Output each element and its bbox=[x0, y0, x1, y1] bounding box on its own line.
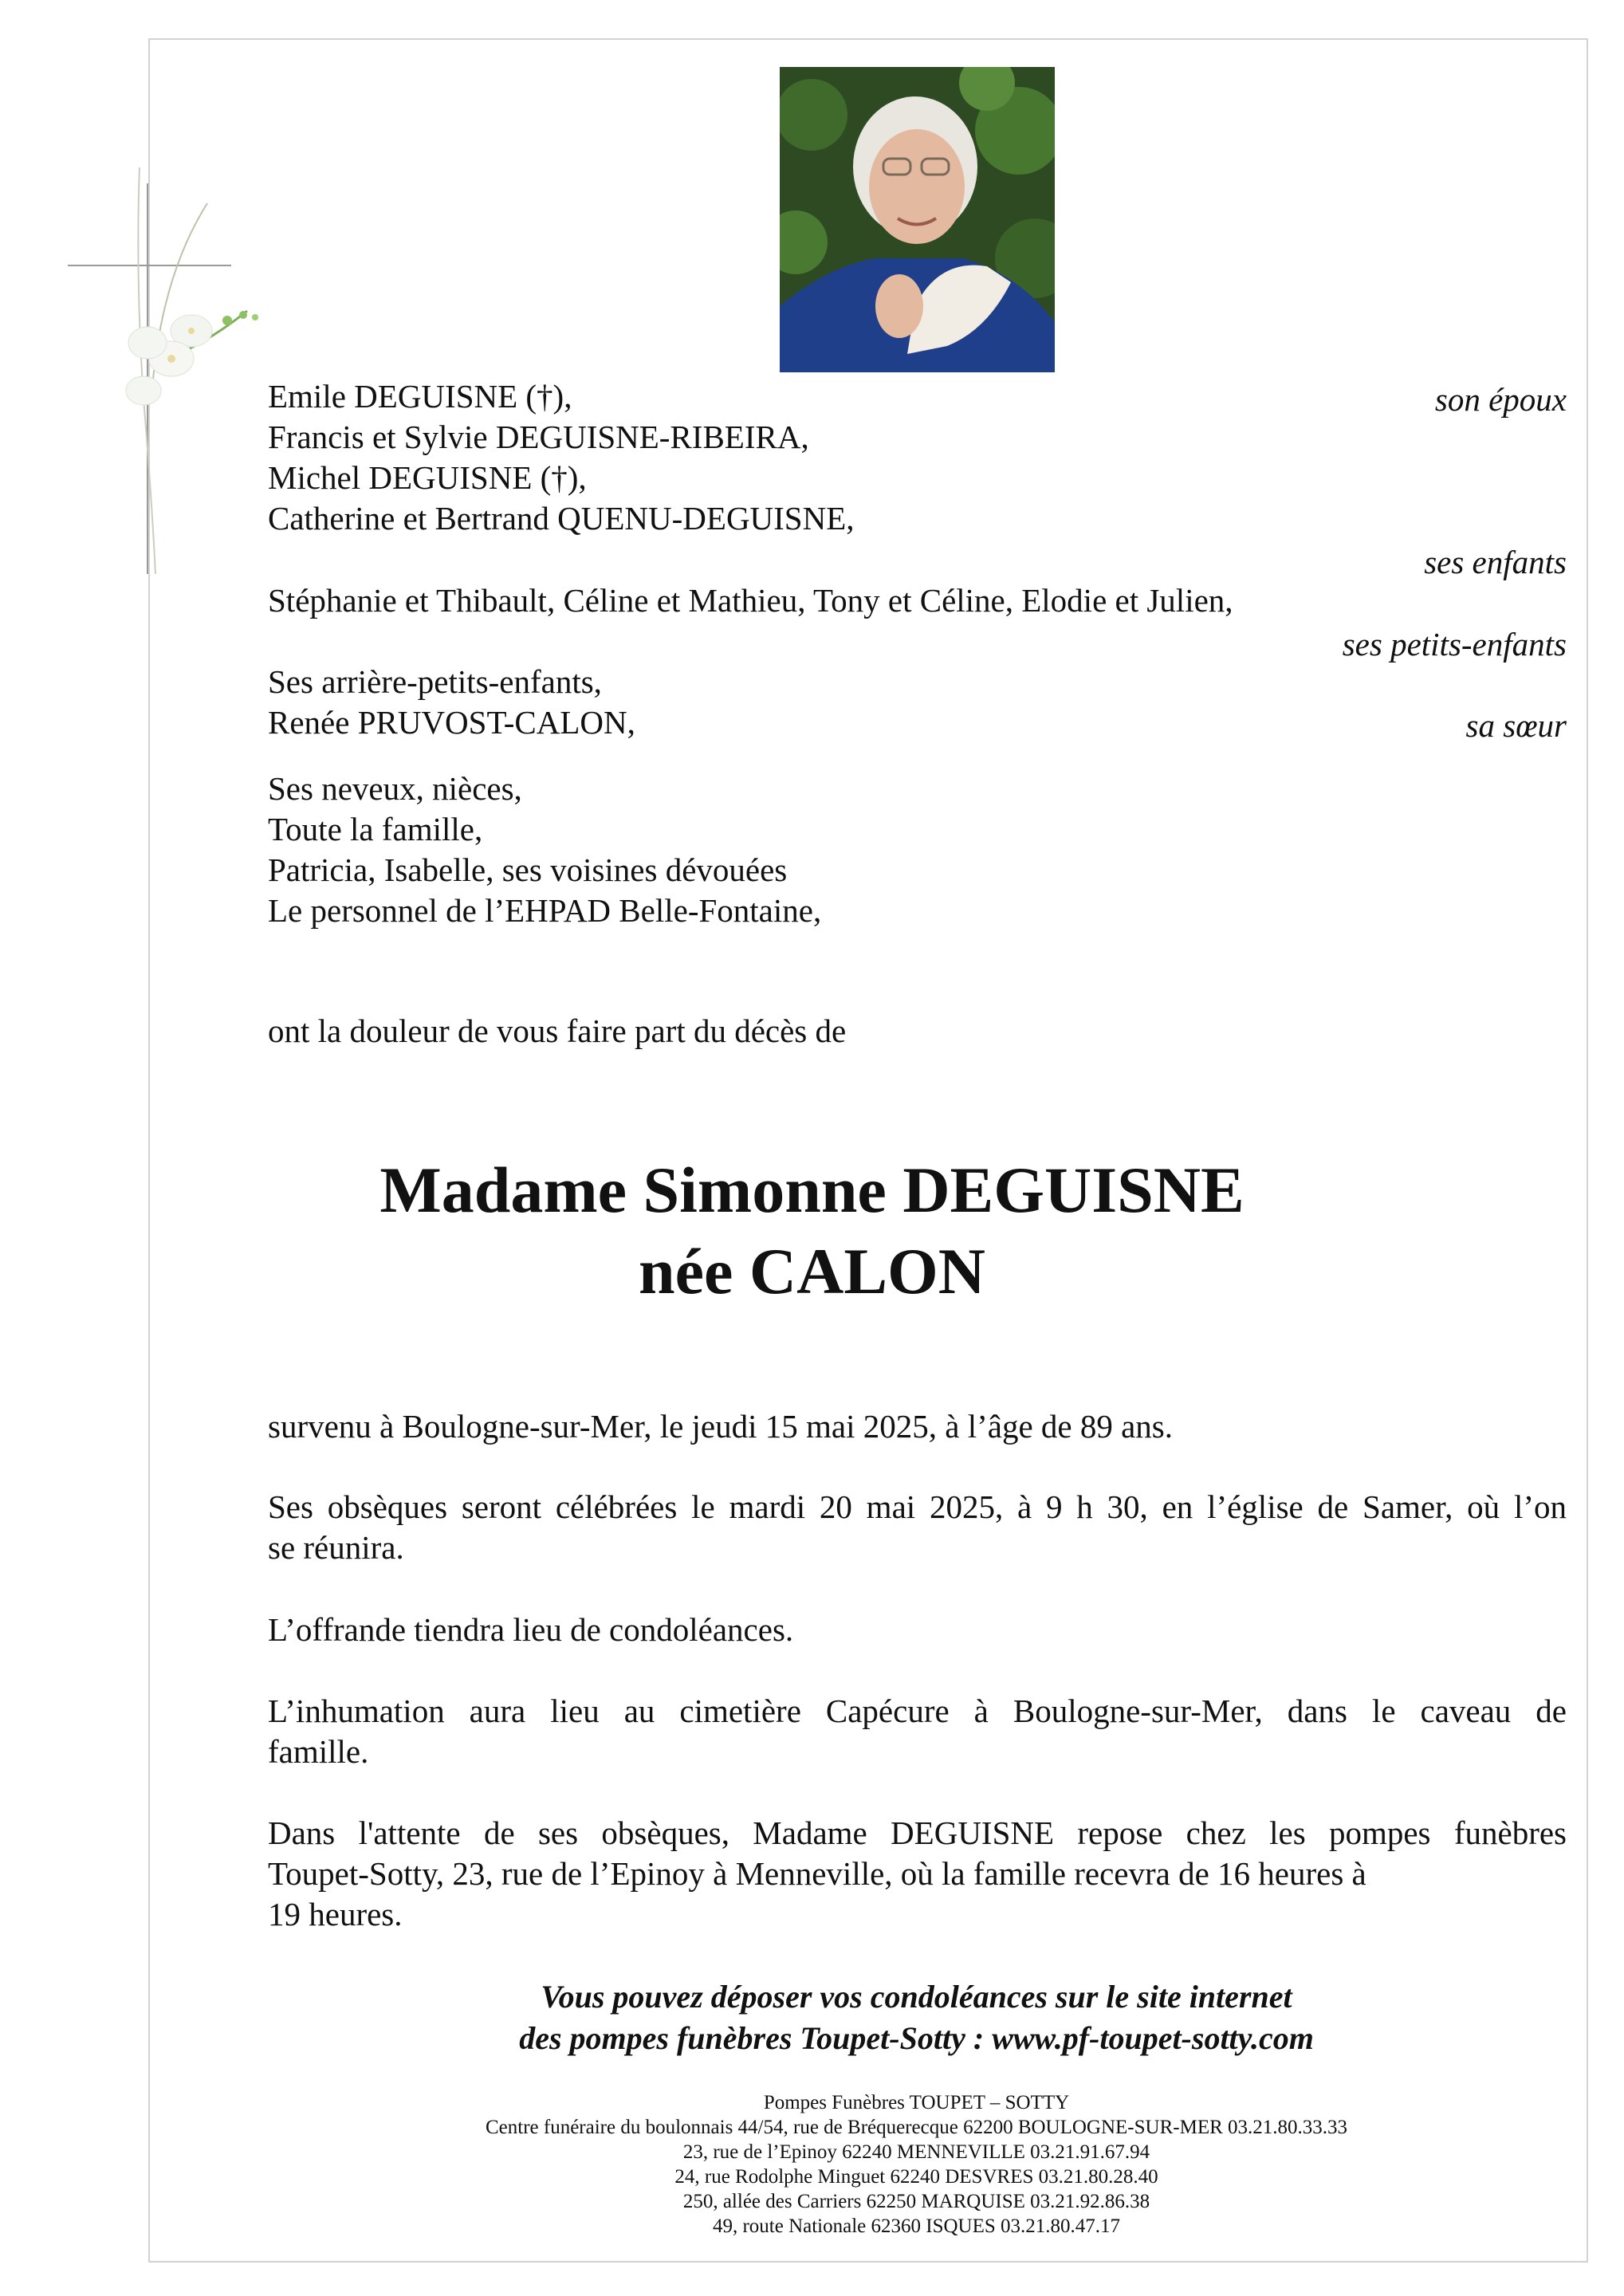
offering-paragraph: L’offrande tiendra lieu de condoléances. bbox=[268, 1611, 794, 1648]
burial-paragraph-line-1: L’inhumation aura lieu au cimetière Capécure à Boulogne-sur-Mer, dans le caveau de bbox=[268, 1693, 1567, 1729]
wake-paragraph-line-2: Toupet-Sotty, 23, rue de l’Epinoy à Menneville, où la famille recevra de 16 heures à bbox=[268, 1855, 1366, 1892]
family-line-child-1: Francis et Sylvie DEGUISNE-RIBEIRA, bbox=[268, 419, 809, 455]
family-line-child-3: Catherine et Bertrand QUENU-DEGUISNE, bbox=[268, 500, 855, 537]
footer-company-name: Pompes Funèbres TOUPET – SOTTY bbox=[763, 2092, 1070, 2113]
relation-children: ses enfants bbox=[1424, 544, 1567, 580]
family-line-neighbours: Patricia, Isabelle, ses voisines dévouées bbox=[268, 851, 788, 888]
family-line-nephews: Ses neveux, nièces, bbox=[268, 770, 522, 807]
announcement-text: ont la douleur de vous faire part du décès de bbox=[268, 1012, 847, 1049]
footer-address-isques: 49, route Nationale 62360 ISQUES 03.21.80.47.17 bbox=[712, 2215, 1121, 2237]
website-notice-line-2: des pompes funèbres Toupet-Sotty : www.pf-toupet-sotty.com bbox=[519, 2020, 1314, 2056]
family-line-ehpad: Le personnel de l’EHPAD Belle-Fontaine, bbox=[268, 892, 822, 929]
website-notice-line-1: Vous pouvez déposer vos condoléances sur le site internet bbox=[541, 1979, 1292, 2015]
burial-paragraph-line-2: famille. bbox=[268, 1733, 369, 1770]
deceased-name: Madame Simonne DEGUISNE bbox=[379, 1154, 1245, 1226]
wake-paragraph-line-1: Dans l'attente de ses obsèques, Madame DEGUISNE repose chez les pompes funèbres bbox=[268, 1814, 1567, 1851]
relation-grandchildren: ses petits-enfants bbox=[1342, 626, 1567, 662]
family-line-great-grandchildren: Ses arrière-petits-enfants, bbox=[268, 663, 602, 700]
cross-orchid-decoration bbox=[64, 159, 303, 606]
relation-spouse: son époux bbox=[1434, 381, 1567, 418]
funeral-paragraph-line-1: Ses obsèques seront célébrées le mardi 20 mai 2025, à 9 h 30, en l’église de Samer, où l’on bbox=[268, 1488, 1567, 1525]
family-line-spouse: Emile DEGUISNE (†), bbox=[268, 378, 572, 415]
death-paragraph: survenu à Boulogne-sur-Mer, le jeudi 15 mai 2025, à l’âge de 89 ans. bbox=[268, 1408, 1173, 1445]
relation-sister: sa sœur bbox=[1465, 707, 1567, 744]
footer-address-marquise: 250, allée des Carriers 62250 MARQUISE 03.21.92.86.38 bbox=[682, 2191, 1150, 2212]
family-line-family: Toute la famille, bbox=[268, 811, 483, 847]
deceased-maiden-name: née CALON bbox=[638, 1235, 986, 1307]
funeral-paragraph-line-2: se réunira. bbox=[268, 1529, 404, 1566]
wake-paragraph-line-3: 19 heures. bbox=[268, 1896, 403, 1932]
footer-address-desvres: 24, rue Rodolphe Minguet 62240 DESVRES 03.21.80.28.40 bbox=[674, 2166, 1158, 2188]
footer-address-boulogne: Centre funéraire du boulonnais 44/54, rue de Bréquerecque 62200 BOULOGNE-SUR-MER 03.21.80.33.33 bbox=[485, 2117, 1348, 2138]
family-line-sister: Renée PRUVOST-CALON, bbox=[268, 704, 635, 741]
footer-address-menneville: 23, rue de l’Epinoy 62240 MENNEVILLE 03.21.91.67.94 bbox=[682, 2141, 1150, 2163]
family-line-child-2: Michel DEGUISNE (†), bbox=[268, 459, 587, 496]
family-line-grandchildren: Stéphanie et Thibault, Céline et Mathieu, Tony et Céline, Elodie et Julien, bbox=[268, 582, 1233, 619]
portrait-photo bbox=[780, 67, 1055, 372]
